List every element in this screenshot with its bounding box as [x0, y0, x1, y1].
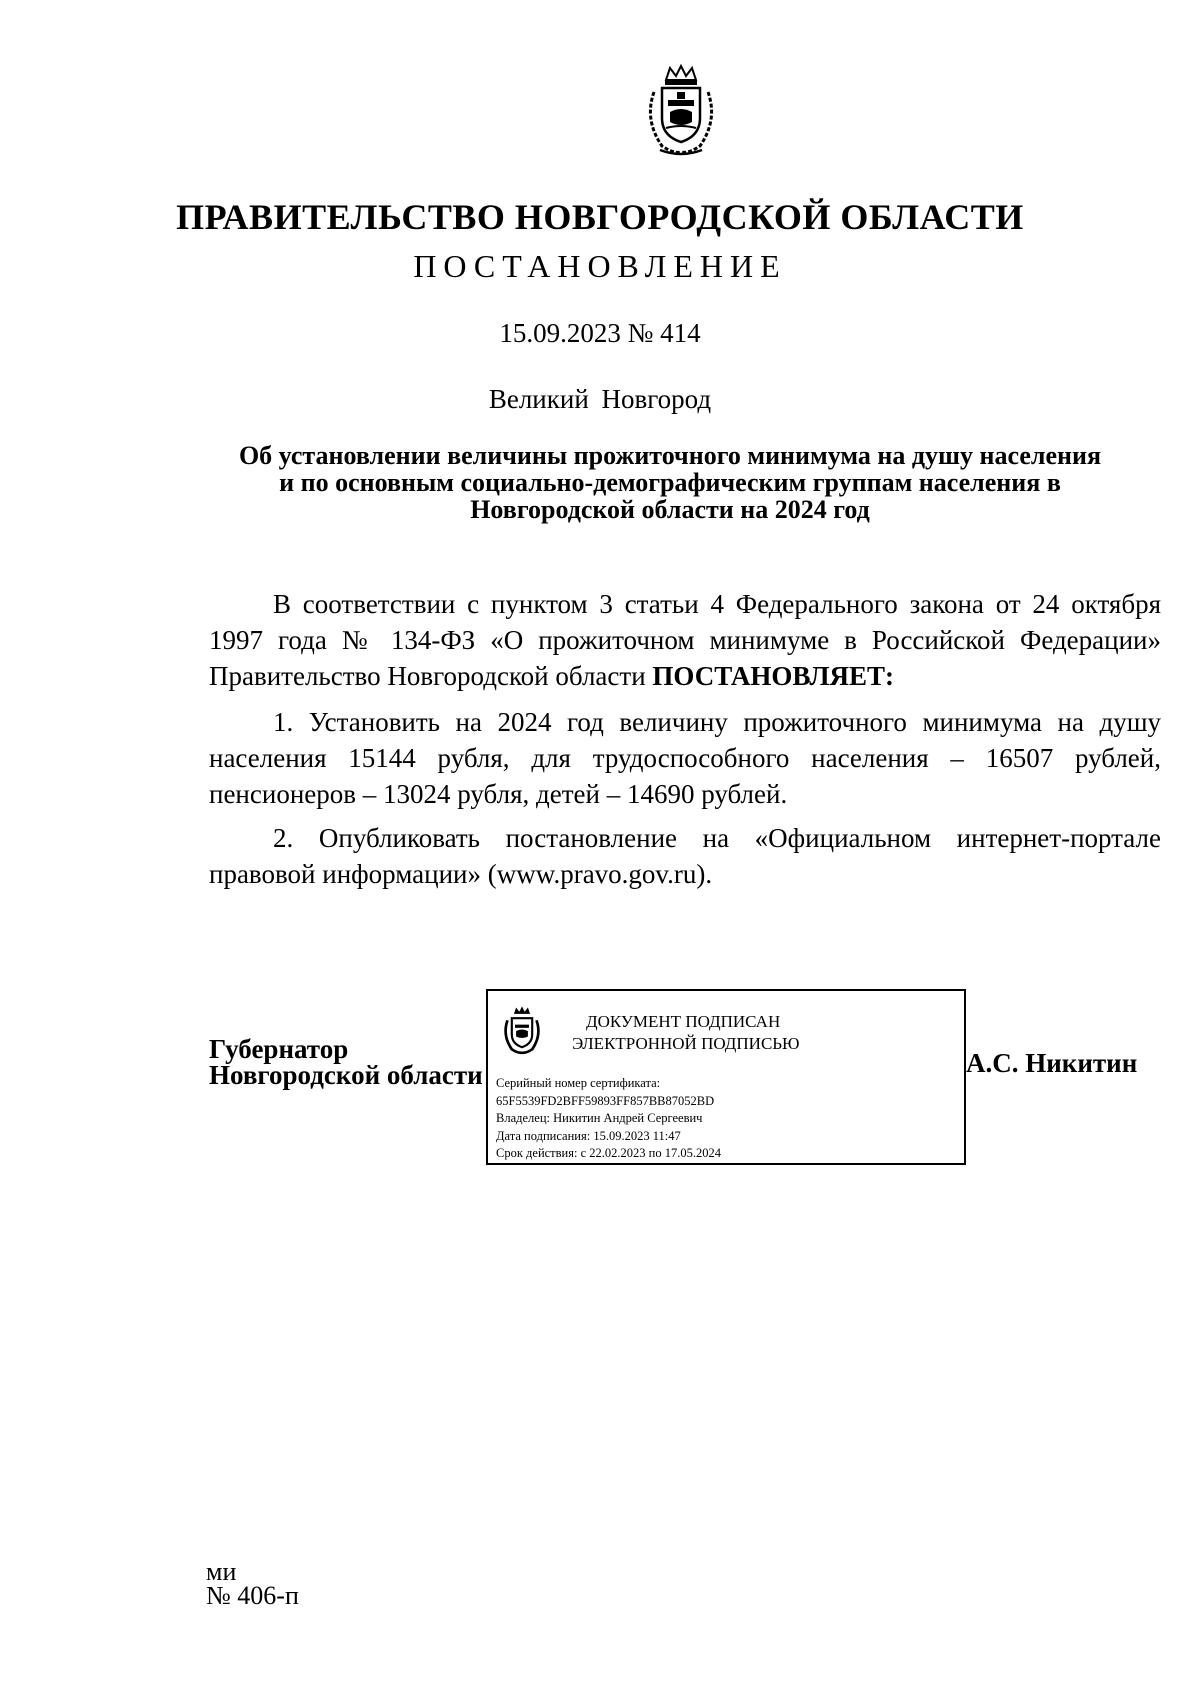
preamble-paragraph — [209, 586, 1161, 694]
stamp-heading — [572, 1011, 800, 1055]
title-line: и по основным социально-демографическим группам населения в — [279, 468, 1061, 497]
document-title — [200, 442, 1140, 523]
document-type: ПОСТАНОВЛЕНИЕ — [413, 248, 787, 284]
footer-reference: № 406-п — [206, 1581, 299, 1610]
position-line: Губернатор — [209, 1034, 349, 1064]
cert-validity: Срок действия: с 22.02.2023 по 17.05.2024 — [496, 1146, 721, 1160]
preamble-text: В соответствии с пунктом 3 статьи 4 Федерального закона от 24 октября 1997 года № 134-ФЗ «О прожиточном минимуме в Российской Федерации» Правительство Новгородской области — [209, 589, 1161, 691]
electronic-signature-stamp — [486, 989, 966, 1165]
city-name: Великий Новгород — [488, 384, 712, 414]
cert-label: Серийный номер сертификата: — [496, 1076, 661, 1090]
organization-title: ПРАВИТЕЛЬСТВО НОВГОРОДСКОЙ ОБЛАСТИ — [176, 197, 1024, 237]
cert-serial: 65F5539FD2BFF59893FF857BB87052BD — [496, 1093, 715, 1108]
date-and-number: 15.09.2023 № 414 — [499, 318, 701, 348]
footer-initials: ми — [206, 1557, 237, 1586]
title-line: Новгородской области на 2024 год — [470, 495, 870, 524]
stamp-heading-line: ЭЛЕКТРОННОЙ ПОДПИСЬЮ — [572, 1034, 800, 1053]
title-line: Об установлении величины прожиточного минимума на душу населения — [238, 441, 1102, 470]
clause-1-paragraph: 1. Установить на 2024 год величину прожиточного минимума на душу населения 15144 рубля, для трудоспособного населения – 16507 рублей, пенсионеров – 13024 рубля, детей – 14690 рублей. — [209, 707, 1161, 809]
stamp-coat-of-arms-icon — [500, 1001, 544, 1059]
footer-note — [206, 1557, 299, 1610]
position-line: Новгородской области — [209, 1060, 483, 1090]
resolves-word: ПОСТАНОВЛЯЕТ: — [652, 661, 894, 691]
clause-2-paragraph: 2. Опубликовать постановление на «Официальном интернет-портале правовой информации» (www.pravo.gov.ru). — [209, 823, 1161, 889]
signatory-position — [209, 1036, 483, 1088]
coat-of-arms-icon — [640, 62, 722, 158]
signatory-name: А.С. Никитин — [966, 1048, 1138, 1078]
cert-owner: Владелец: Никитин Андрей Сергеевич — [496, 1111, 703, 1125]
certificate-details — [496, 1075, 721, 1163]
signed-date: Дата подписания: 15.09.2023 11:47 — [496, 1128, 681, 1143]
stamp-heading-line: ДОКУМЕНТ ПОДПИСАН — [586, 1012, 781, 1031]
